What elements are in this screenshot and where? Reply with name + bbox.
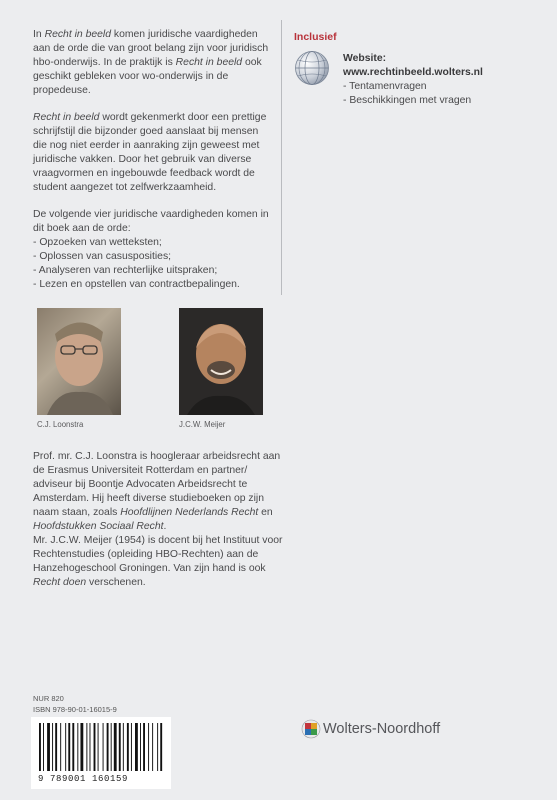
inclusief-column [294, 30, 534, 106]
author-photo-meijer [179, 308, 263, 415]
catalog-codes [33, 693, 117, 715]
list-item: - Lezen en opstellen van contractbepalingen. [33, 279, 240, 290]
website-label: Website: [343, 53, 387, 64]
style-paragraph: Recht in beeld wordt gekenmerkt door een prettige schrijfstijl die bijzonder goed aanslaat bij mensen die nog niet eerder in aanraking zijn geweest met juridische vakken. Door het gebruik van diverse vraagvormen en ingebouwde feedback wordt de student aangezet tot zelfwerkzaamheid. [33, 112, 267, 193]
barcode-digits: 9 789001 160159 [38, 774, 129, 784]
bio-loonstra: Prof. mr. C.J. Loonstra is hoogleraar arbeidsrecht aan de Erasmus Universiteit Rotterdam en partner/ adviseur bij Boontje Advocaten Arbeidsrecht te Amsterdam. Hij heeft diverse studieboeken op zijn naam staan, zoals Hoofdlijnen Nederlands Recht en Hoofdstukken Sociaal Recht. [33, 451, 281, 532]
author-photo-loonstra [37, 308, 121, 415]
list-item: - Opzoeken van wetteksten; [33, 237, 162, 248]
author-bio [33, 450, 283, 590]
photo-caption-loonstra: C.J. Loonstra [37, 420, 84, 429]
column-divider [281, 20, 282, 295]
nur-code: NUR 820 [33, 694, 64, 703]
list-item: - Tentamenvragen [343, 81, 427, 92]
list-item: - Analyseren van rechterlijke uitspraken; [33, 265, 218, 276]
intro-paragraph: In Recht in beeld komen juridische vaardigheden aan de orde die van groot belang zijn voor juridisch hbo-onderwijs. In de praktijk is Recht in beeld ook geschikt gebleken voor wo-onderwijs in de propedeuse. [33, 29, 269, 96]
globe-icon [294, 50, 330, 86]
wolters-noordhoff-logo-icon [301, 719, 321, 739]
barcode-icon [31, 721, 171, 779]
isbn-code: ISBN 978-90-01-16015-9 [33, 705, 117, 714]
skills-intro: De volgende vier juridische vaardigheden komen in dit boek aan de orde: [33, 209, 269, 234]
publisher-name: Wolters-Noordhoff [323, 721, 441, 737]
website-url[interactable]: www.rechtinbeeld.wolters.nl [343, 67, 483, 78]
list-item: - Beschikkingen met vragen [343, 95, 472, 106]
website-info [343, 52, 543, 108]
bio-meijer: Mr. J.C.W. Meijer (1954) is docent bij het Instituut voor Rechtenstudies (opleiding HBO-Rechten) aan de Hanzehogeschool Groningen. Van zijn hand is ook Recht doen verschenen. [33, 535, 283, 588]
skills-list [33, 236, 273, 292]
photo-caption-meijer: J.C.W. Meijer [179, 420, 226, 429]
inclusief-heading: Inclusief [294, 31, 337, 43]
list-item: - Oplossen van casusposities; [33, 251, 172, 262]
description-column [33, 28, 273, 292]
